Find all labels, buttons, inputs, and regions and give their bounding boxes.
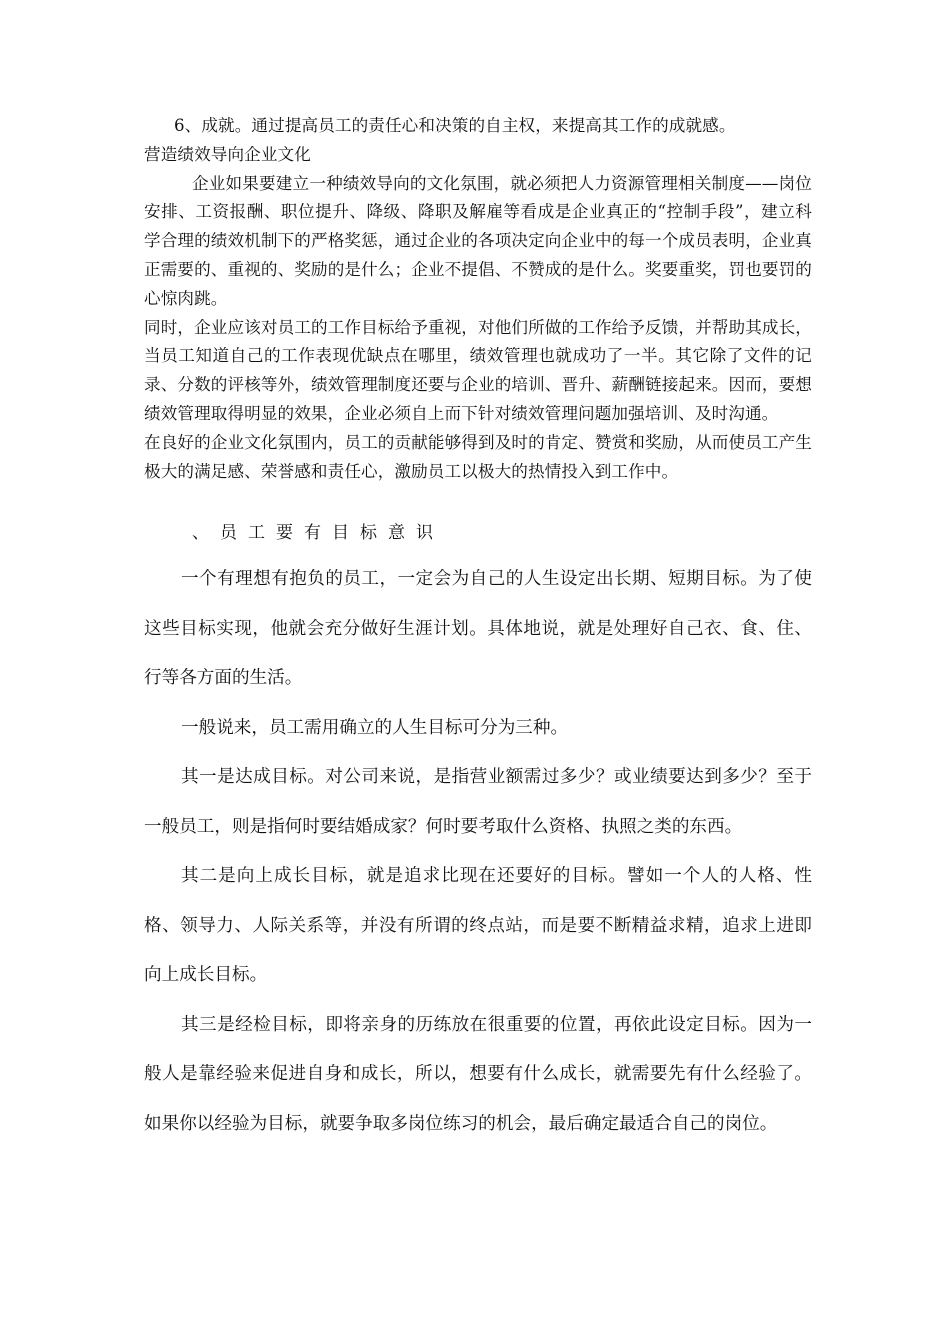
paragraph-achievement: 6、成就。通过提高员工的责任心和决策的自主权，来提高其工作的成就感。	[174, 116, 736, 135]
paragraph-goal-intro: 一个有理想有抱负的员工，一定会为自己的人生设定出长期、短期目标。为了使这些目标实现，他就会充分做好生涯计划。具体地说，就是处理好自己衣、食、住、行等各方面的生活。	[144, 569, 812, 689]
section-title-culture: 营造绩效导向企业文化	[144, 144, 311, 164]
paragraph-goal-types: 一般说来，员工需用确立的人生目标可分为三种。	[181, 717, 569, 738]
paragraph-environment: 在良好的企业文化氛围内，员工的贡献能够得到及时的肯定、赞赏和奖励，从而使员工产生极大的满足感、荣誉感和责任心，激励员工以极大的热情投入到工作中。	[144, 432, 812, 481]
paragraph-goal-one: 其一是达成目标。对公司来说，是指营业额需过多少？或业绩要达到多少？至于一般员工，则是指何时要结婚成家？何时要考取什么资格、执照之类的东西。	[144, 767, 812, 837]
heading-goal-awareness: 、员工要有目标意识	[192, 523, 444, 544]
paragraph-goal-two: 其二是向上成长目标，就是追求比现在还要好的目标。譬如一个人的人格、性格、领导力、人际关系等，并没有所谓的终点站，而是要不断精益求精，追求上进即向上成长目标。	[144, 866, 812, 986]
paragraph-feedback: 同时，企业应该对员工的工作目标给予重视，对他们所做的工作给予反馈，并帮助其成长，当员工知道自己的工作表现优缺点在哪里，绩效管理也就成功了一半。其它除了文件的记录、分数的评核等外，绩效管理制度还要与企业的培训、晋升、薪酬链接起来。因而，要想绩效管理取得明显的效果，企业必须自上而下针对绩效管理问题加强培训、及时沟通。	[144, 317, 812, 423]
document-body	[144, 112, 812, 1149]
paragraph-culture-intro: 企业如果要建立一种绩效导向的文化氛围，就必须把人力资源管理相关制度——岗位安排、工资报酬、职位提升、降级、降职及解雇等看成是企业真正的“控制手段”，建立科学合理的绩效机制下的严格奖惩，通过企业的各项决定向企业中的每一个成员表明，企业真正需要的、重视的、奖励的是什么；企业不提倡、不赞成的是什么。奖要重奖，罚也要罚的心惊肉跳。	[144, 173, 812, 308]
paragraph-goal-three: 其三是经检目标，即将亲身的历练放在很重要的位置，再依此设定目标。因为一般人是靠经验来促进自身和成长，所以，想要有什么成长，就需要先有什么经验了。如果你以经验为目标，就要争取多岗位练习的机会，最后确定最适合自己的岗位。	[144, 1014, 812, 1134]
